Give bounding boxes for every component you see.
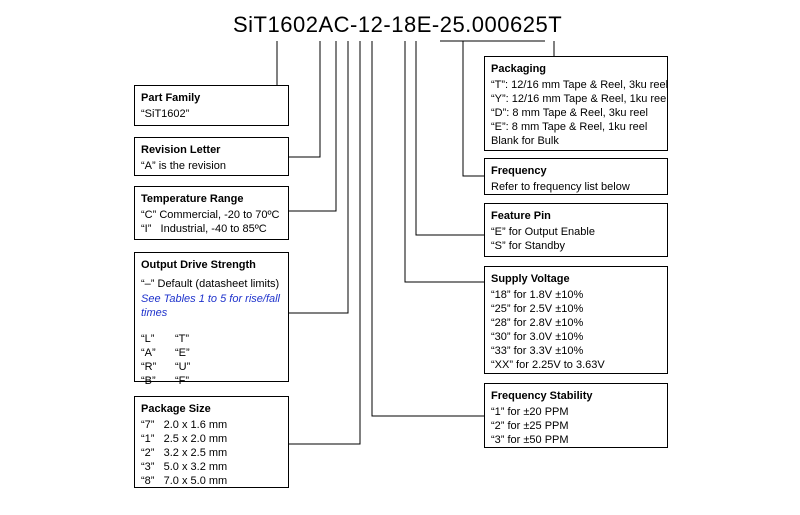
supply-voltage-line: “33” for 3.3V ±10% <box>491 345 584 357</box>
part-family-box <box>134 85 289 126</box>
drive-strength-note: See Tables 1 to 5 for rise/fall times <box>141 293 281 319</box>
drive-code: “A” <box>141 347 156 359</box>
drive-strength-line: “–” Default (datasheet limits) <box>141 278 280 290</box>
drive-code: “E” <box>175 347 190 359</box>
pn-stability: 1 <box>391 12 404 37</box>
connector-stability <box>372 41 484 416</box>
frequency-stability-line: “3” for ±50 PPM <box>491 434 569 446</box>
feature-pin-line: “S” for Standby <box>491 240 565 252</box>
supply-voltage-line: “XX” for 2.25V to 3.63V <box>491 359 605 371</box>
part-family-line: “SiT1602” <box>141 108 190 120</box>
revision-title: Revision Letter <box>141 144 221 156</box>
drive-strength-box <box>134 252 289 387</box>
drive-code: “L” <box>141 333 155 345</box>
package-size-line: “3” 5.0 x 3.2 mm <box>141 461 228 473</box>
pn-package: 2 <box>370 12 384 37</box>
temperature-line: “C” Commercial, -20 to 70ºC <box>141 209 280 221</box>
frequency-stability-box <box>484 383 668 448</box>
packaging-line: “E”: 8 mm Tape & Reel, 1ku reel <box>491 121 648 133</box>
connector-temperature <box>289 41 336 211</box>
drive-strength-codes <box>141 332 282 388</box>
drive-code: “B” <box>141 375 156 387</box>
connector-package <box>289 41 360 444</box>
pn-separator: - <box>383 12 392 37</box>
pn-revision: A <box>318 12 334 37</box>
pn-voltage: 8 <box>403 12 417 37</box>
connector-frequency <box>463 41 484 176</box>
package-size-line: “8” 7.0 x 5.0 mm <box>141 475 228 487</box>
pn-temperature: C <box>333 12 351 37</box>
frequency-stability-title: Frequency Stability <box>491 390 593 402</box>
part-family-title: Part Family <box>141 92 201 104</box>
package-size-line: “1” 2.5 x 2.0 mm <box>141 433 228 445</box>
feature-pin-box <box>484 203 668 257</box>
frequency-stability-line: “2” for ±25 PPM <box>491 420 569 432</box>
supply-voltage-title: Supply Voltage <box>491 273 570 285</box>
drive-strength-title: Output Drive Strength <box>141 259 256 271</box>
package-size-title: Package Size <box>141 403 211 415</box>
frequency-title: Frequency <box>491 165 547 177</box>
revision-box <box>134 137 289 176</box>
pn-frequency: 25.000625 <box>439 12 549 37</box>
pn-drive: 1 <box>357 12 371 37</box>
frequency-box <box>484 158 668 195</box>
feature-pin-line: “E” for Output Enable <box>491 226 595 238</box>
packaging-line: “T”: 12/16 mm Tape & Reel, 3ku reel <box>491 79 669 91</box>
packaging-line: Blank for Bulk <box>491 135 559 147</box>
drive-code: “U” <box>175 361 191 373</box>
frequency-line: Refer to frequency list below <box>491 181 630 193</box>
connector-voltage <box>405 41 484 282</box>
supply-voltage-box <box>484 266 668 374</box>
pn-separator: - <box>431 12 440 37</box>
pn-part-family: SiT1602 <box>233 12 319 37</box>
package-size-line: “2” 3.2 x 2.5 mm <box>141 447 228 459</box>
frequency-stability-line: “1” for ±20 PPM <box>491 406 569 418</box>
supply-voltage-line: “25” for 2.5V ±10% <box>491 303 584 315</box>
temperature-title: Temperature Range <box>141 193 244 205</box>
drive-code: “F” <box>175 375 190 387</box>
connector-revision <box>289 41 320 157</box>
connector-drive <box>289 41 348 313</box>
packaging-box <box>484 56 668 151</box>
drive-code: “R” <box>141 361 157 373</box>
package-size-box <box>134 396 289 488</box>
packaging-line: “Y”: 12/16 mm Tape & Reel, 1ku reel <box>491 93 669 105</box>
packaging-title: Packaging <box>491 63 547 75</box>
supply-voltage-line: “30” for 3.0V ±10% <box>491 331 584 343</box>
packaging-line: “D”: 8 mm Tape & Reel, 3ku reel <box>491 107 648 119</box>
supply-voltage-line: “28” for 2.8V ±10% <box>491 317 584 329</box>
temperature-line: “I” Industrial, -40 to 85ºC <box>141 223 267 235</box>
supply-voltage-line: “18” for 1.8V ±10% <box>491 289 584 301</box>
revision-line: “A” is the revision <box>141 160 226 172</box>
package-size-line: “7” 2.0 x 1.6 mm <box>141 419 228 431</box>
pn-separator: - <box>350 12 358 37</box>
pn-feature: E <box>416 12 432 37</box>
connector-feature <box>416 41 484 235</box>
temperature-box <box>134 186 289 240</box>
drive-code: “T” <box>175 333 190 345</box>
feature-pin-title: Feature Pin <box>491 210 551 222</box>
pn-packaging: T <box>548 12 563 37</box>
